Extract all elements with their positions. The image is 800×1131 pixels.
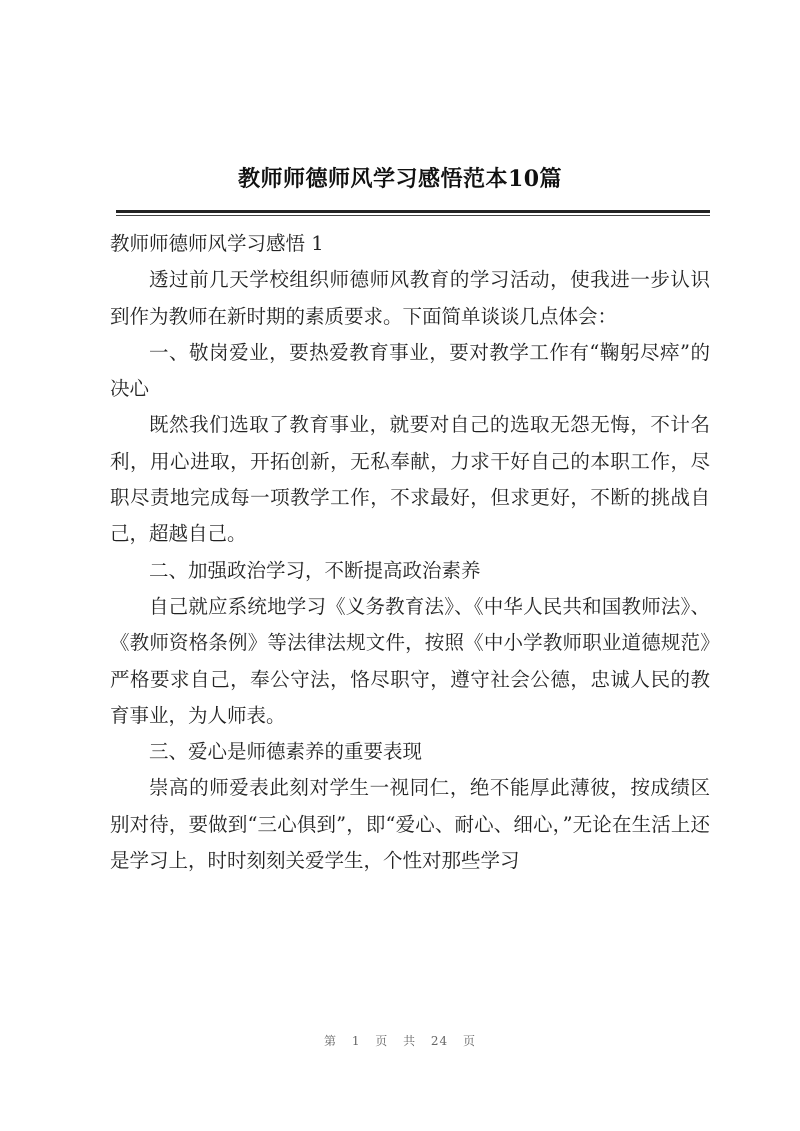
paragraph: 既然我们选取了教育事业，就要对自己的选取无怨无悔，不计名利，用心进取，开拓创新，无私奉献，力求干好自己的本职工作，尽职尽责地完成每一项教学工作，不求最好，但求更好，不断的挑战自己，超越自己。 <box>110 413 710 546</box>
paragraph: 透过前几天学校组织师德师风教育的学习活动，使我进一步认识到作为教师在新时期的素质要求。下面简单谈谈几点体会： <box>110 268 710 328</box>
page-title: 教师师德师风学习感悟范本10篇 <box>237 166 563 192</box>
section-heading: 教师师德师风学习感悟 1 <box>110 232 324 255</box>
subheading: 三、爱心是师德素养的重要表现 <box>149 740 423 764</box>
document-body <box>110 226 710 879</box>
page-number-footer: 第 1 页 共 24 页 <box>324 1034 476 1048</box>
paragraph: 崇高的师爱表此刻对学生一视同仁，绝不能厚此薄彼，按成绩区别对待，要做到“三心俱到”，即“爱心、耐心、细心，”无论在生活上还是学习上，时时刻刻关爱学生，个性对那些学习 <box>110 776 710 873</box>
subheading: 二、加强政治学习，不断提高政治素养 <box>149 558 481 582</box>
paragraph: 自己就应系统地学习《义务教育法》、《中华人民共和国教师法》、《教师资格条例》等法律法规文件，按照《中小学教师职业道德规范》严格要求自己，奉公守法，恪尽职守，遵守社会公德，忠诚人民的教育事业，为人师表。 <box>110 594 710 727</box>
title-divider-thin <box>116 215 710 216</box>
title-divider <box>116 210 710 213</box>
subheading: 一、敬岗爱业，要热爱教育事业，要对教学工作有“鞠躬尽瘁”的决心 <box>110 340 710 401</box>
